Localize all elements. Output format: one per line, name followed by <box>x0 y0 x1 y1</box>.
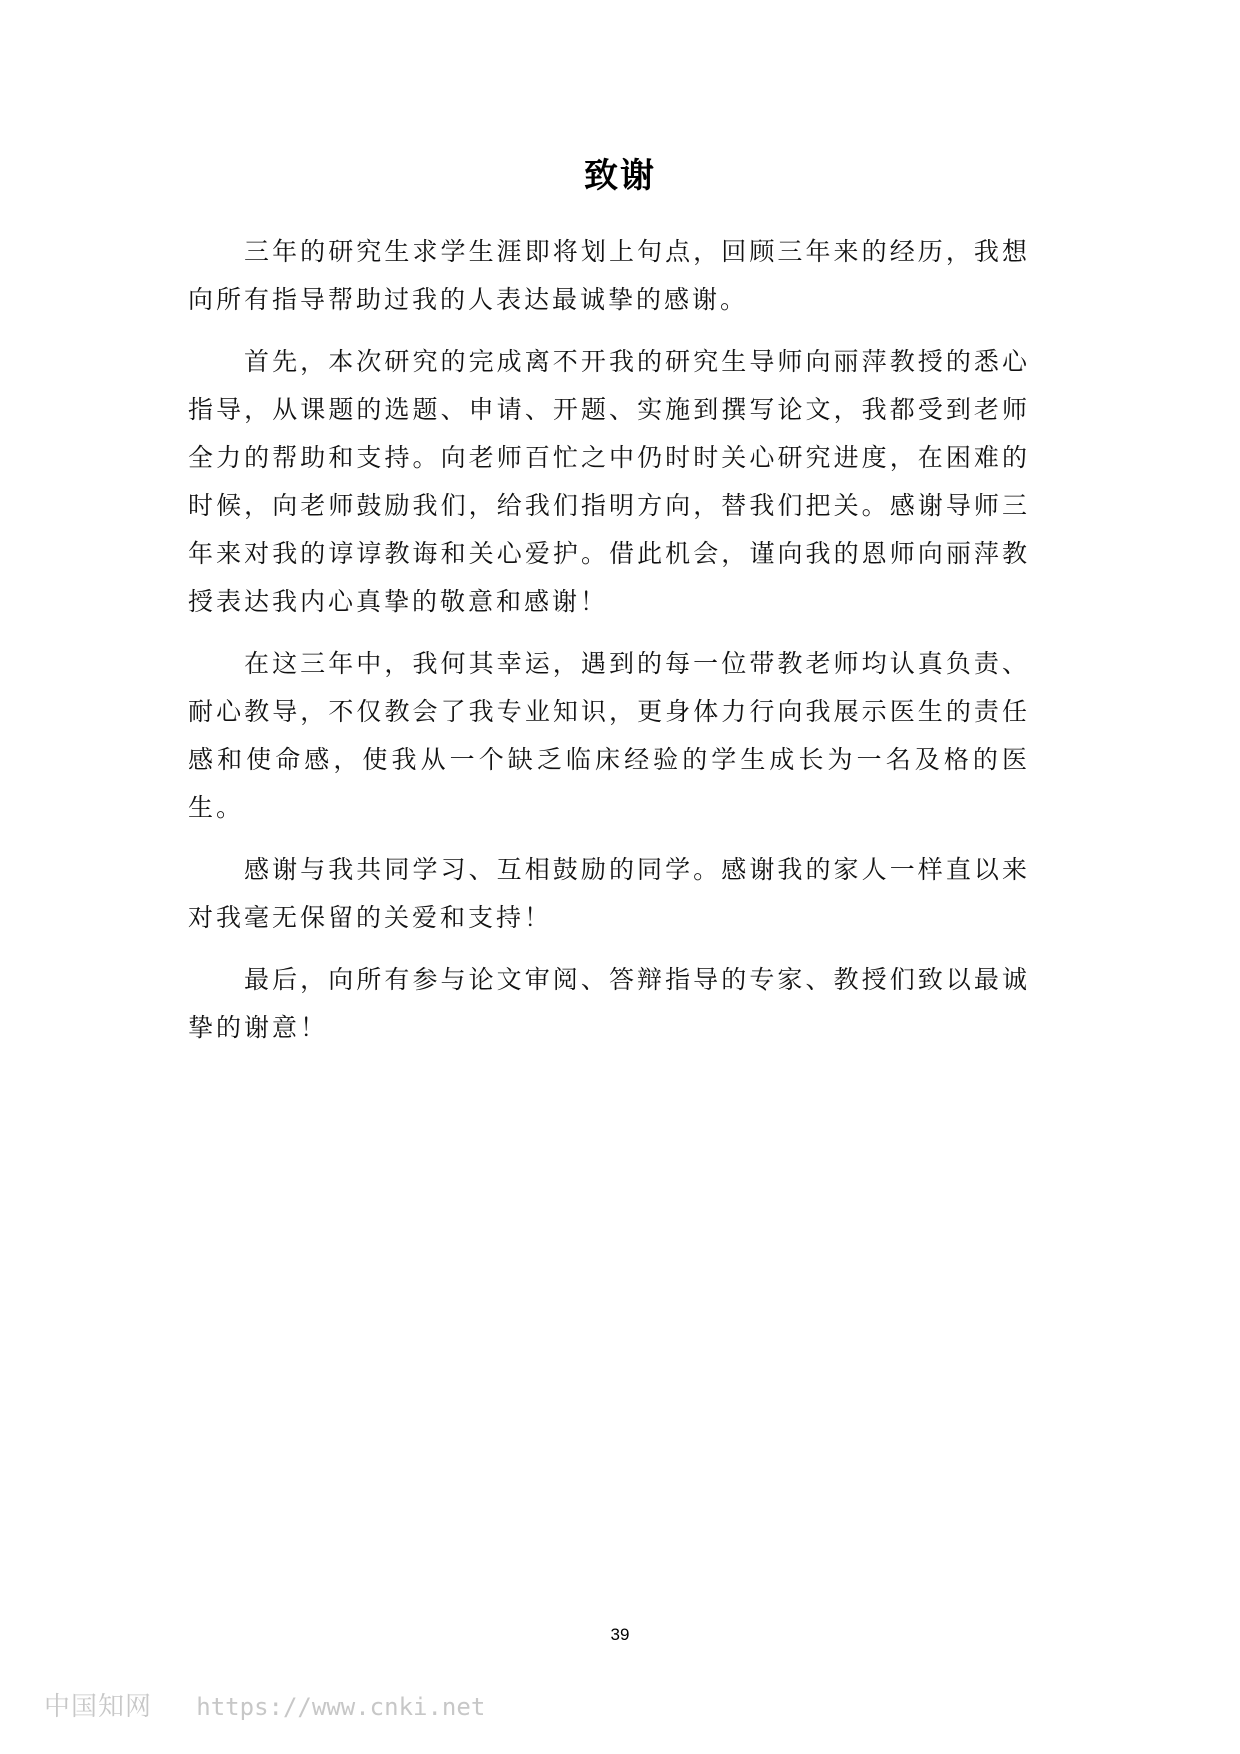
paragraph-4: 感谢与我共同学习、互相鼓励的同学。感谢我的家人一样直以来对我毫无保留的关爱和支持！ <box>188 855 1030 932</box>
acknowledgement-body <box>188 228 1030 1066</box>
paragraph-3: 在这三年中，我何其幸运，遇到的每一位带教老师均认真负责、耐心教导，不仅教会了我专业知识，更身体力行向我展示医生的责任感和使命感，使我从一个缺乏临床经验的学生成长为一名及格的医生。 <box>188 649 1030 822</box>
paragraph-5: 最后，向所有参与论文审阅、答辩指导的专家、教授们致以最诚挚的谢意！ <box>188 965 1030 1042</box>
watermark-brand: 中国知网 <box>44 1692 153 1722</box>
page-title: 致谢 <box>584 156 656 196</box>
paragraph-1: 三年的研究生求学生涯即将划上句点，回顾三年来的经历，我想向所有指导帮助过我的人表达最诚挚的感谢。 <box>188 237 1030 314</box>
page-number: 39 <box>610 1625 630 1644</box>
paragraph-2: 首先，本次研究的完成离不开我的研究生导师向丽萍教授的悉心指导，从课题的选题、申请、开题、实施到撰写论文，我都受到老师全力的帮助和支持。向老师百忙之中仍时时关心研究进度，在困难的时候，向老师鼓励我们，给我们指明方向，替我们把关。感谢导师三年来对我的谆谆教诲和关心爱护。借此机会，谨向我的恩师向丽萍教授表达我内心真挚的敬意和感谢！ <box>188 347 1030 616</box>
watermark-url: https://www.cnki.net <box>196 1693 486 1721</box>
cnki-watermark <box>44 1686 485 1723</box>
